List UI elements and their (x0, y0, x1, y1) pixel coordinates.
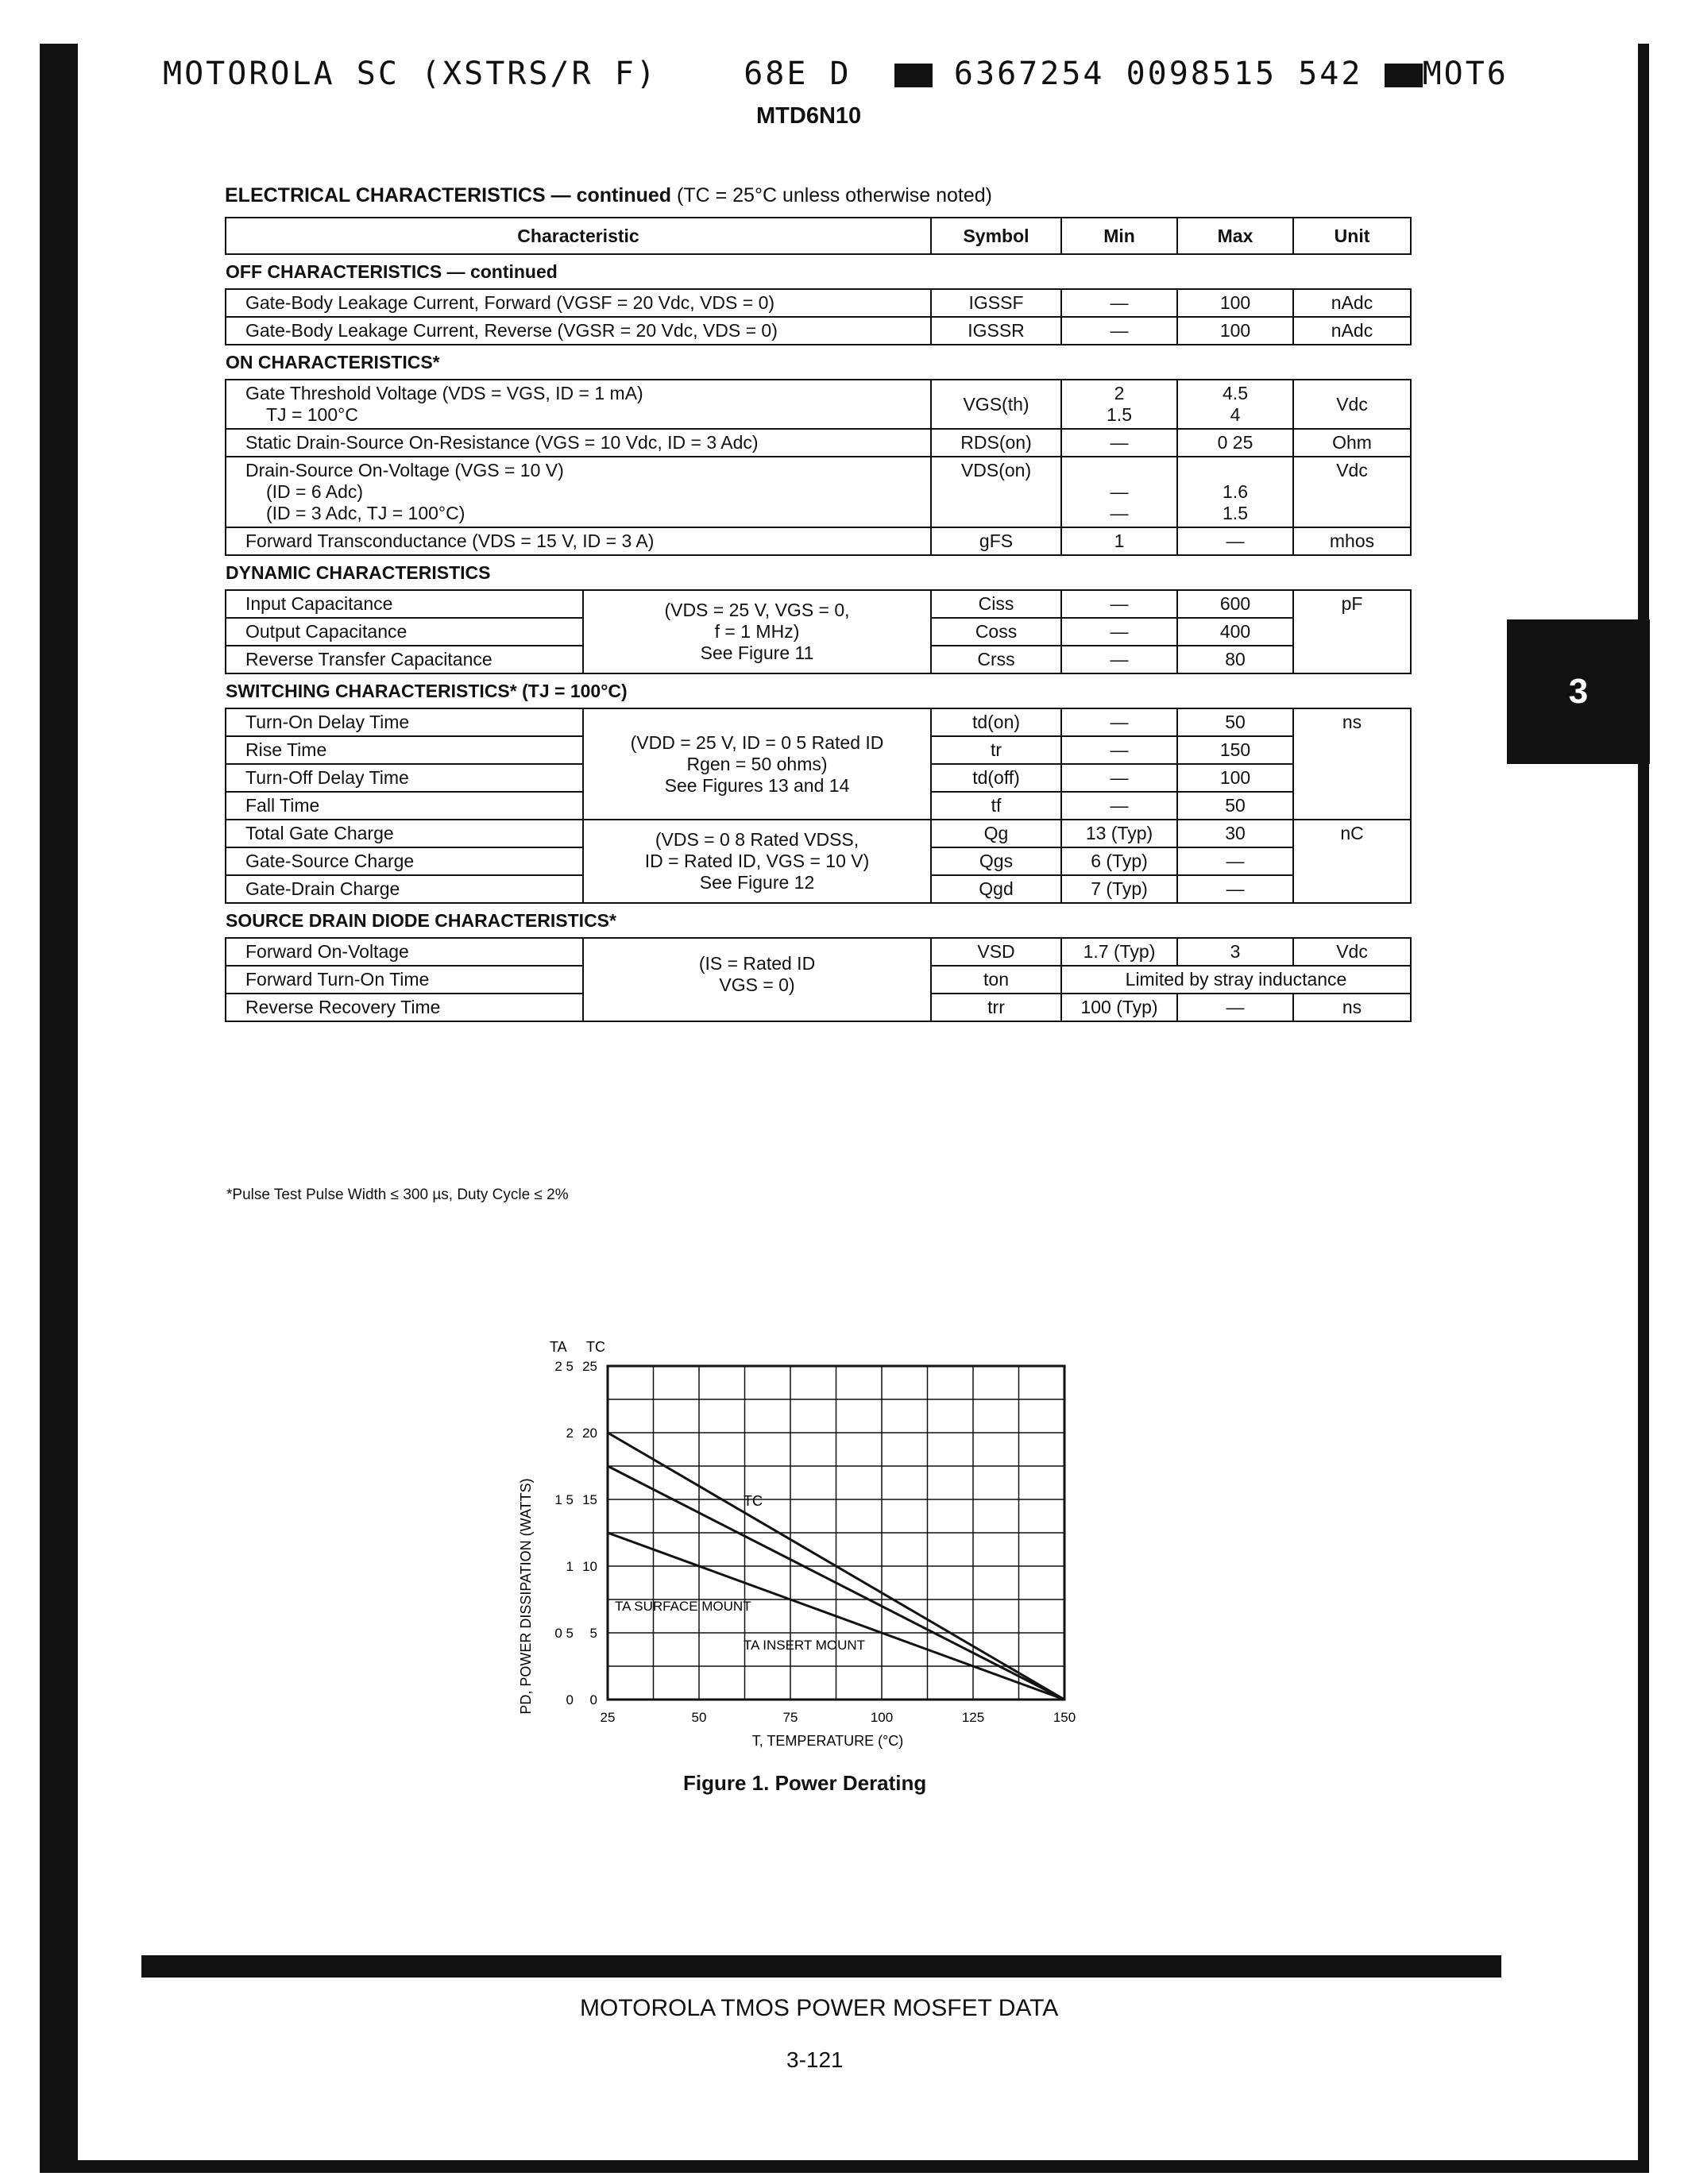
ec-title-bold: ELECTRICAL CHARACTERISTICS — continued (225, 184, 672, 206)
table-row (226, 317, 1411, 345)
footer-rule (141, 1955, 1501, 1978)
row-max: 100 (1177, 289, 1293, 317)
table-row (226, 289, 1411, 317)
row-min (1061, 380, 1177, 429)
figure-caption: Figure 1. Power Derating (683, 1771, 927, 1795)
col-max: Max (1177, 218, 1293, 254)
row-symbol: Qg (931, 820, 1061, 847)
row-name: Input Capacitance (226, 590, 583, 618)
row-max: 150 (1177, 736, 1293, 764)
row-name: Forward Turn-On Time (226, 966, 583, 994)
row-unit: nC (1293, 820, 1411, 903)
col-symbol: Symbol (931, 218, 1061, 254)
diode-conditions (583, 938, 931, 1021)
ta-tick-label: 2 5 (554, 1359, 574, 1374)
row-max: 3 (1177, 938, 1293, 966)
row-min: — (1061, 646, 1177, 673)
row-unit: ns (1293, 994, 1411, 1021)
table-row (226, 708, 1411, 736)
block-mark (894, 64, 933, 87)
chart-xlabel: T, TEMPERATURE (°C) (751, 1733, 904, 1749)
condition-line: VGS = 0) (719, 974, 795, 995)
switching-conditions (583, 708, 931, 820)
row-max: 50 (1177, 792, 1293, 820)
curve-label-surface: TA SURFACE MOUNT (615, 1599, 751, 1614)
row-unit: mhos (1293, 527, 1411, 555)
row-max: 50 (1177, 708, 1293, 736)
min-value: — (1110, 481, 1129, 502)
chart-grid (608, 1366, 1064, 1700)
row-symbol: td(off) (931, 764, 1061, 792)
page-number: 3-121 (786, 2047, 844, 2072)
tc-tick-label: 15 (582, 1492, 597, 1507)
tc-tick-label: 20 (582, 1426, 597, 1441)
row-max (1177, 457, 1293, 527)
row-max: 100 (1177, 764, 1293, 792)
row-min: — (1061, 764, 1177, 792)
section-off: OFF CHARACTERISTICS — continued (226, 260, 558, 282)
condition-line: (VDS = 0 8 Rated VDSS, (655, 829, 859, 850)
row-max: 80 (1177, 646, 1293, 673)
tc-tick-label: 10 (582, 1559, 597, 1574)
x-tick-label: 150 (1053, 1710, 1076, 1725)
max-value: 1.6 (1223, 481, 1248, 502)
x-tick-label: 100 (870, 1710, 894, 1725)
table-header-row (226, 218, 1411, 254)
section-tab: 3 (1507, 619, 1650, 764)
row-name: Gate-Body Leakage Current, Forward (VGSF = 20 Vdc, VDS = 0) (226, 289, 931, 317)
row-min: — (1061, 590, 1177, 618)
row-min: 1.7 (Typ) (1061, 938, 1177, 966)
block-mark (1385, 64, 1423, 87)
charge-conditions (583, 820, 931, 903)
section-row (226, 673, 1411, 708)
characteristics-table (225, 217, 1412, 1022)
condition-line: (VDS = 25 V, VGS = 0, (664, 600, 850, 620)
section-row (226, 254, 1411, 289)
row-min: — (1061, 429, 1177, 457)
x-tick-label: 75 (782, 1710, 798, 1725)
row-min: 1 (1061, 527, 1177, 555)
table-row (226, 457, 1411, 527)
tc-tick-label: 0 (589, 1692, 597, 1707)
row-max: 600 (1177, 590, 1293, 618)
row-max: 30 (1177, 820, 1293, 847)
part-number: MTD6N10 (756, 103, 862, 129)
row-unit: nAdc (1293, 317, 1411, 345)
header-code2: 6367254 0098515 542 (953, 56, 1363, 92)
row-symbol: trr (931, 994, 1061, 1021)
ta-tick-label: 1 5 (554, 1492, 574, 1507)
row-name-sub: (ID = 3 Adc, TJ = 100°C) (266, 503, 465, 523)
min-value: 2 (1114, 383, 1125, 403)
row-max: 400 (1177, 618, 1293, 646)
max-value: 1.5 (1223, 503, 1248, 523)
x-tick-label: 50 (691, 1710, 707, 1725)
row-name: Gate-Drain Charge (226, 875, 583, 903)
ta-tick-label: 2 (566, 1426, 574, 1441)
row-symbol: Coss (931, 618, 1061, 646)
row-name: Forward Transconductance (VDS = 15 V, ID = 3 A) (226, 527, 931, 555)
row-symbol: Ciss (931, 590, 1061, 618)
row-name: Rise Time (226, 736, 583, 764)
row-symbol: Qgs (931, 847, 1061, 875)
row-symbol: gFS (931, 527, 1061, 555)
row-name: Gate-Body Leakage Current, Reverse (VGSR = 20 Vdc, VDS = 0) (226, 317, 931, 345)
row-name: Fall Time (226, 792, 583, 820)
row-name: Reverse Transfer Capacitance (226, 646, 583, 673)
min-value: 1.5 (1107, 404, 1132, 425)
row-name-sub: (ID = 6 Adc) (266, 481, 364, 502)
row-max: — (1177, 994, 1293, 1021)
row-min (1061, 457, 1177, 527)
row-min: — (1061, 792, 1177, 820)
ec-title-note: (TC = 25°C unless otherwise noted) (677, 184, 992, 206)
bottom-border (40, 2160, 1649, 2173)
table-row (226, 429, 1411, 457)
row-min: 100 (Typ) (1061, 994, 1177, 1021)
row-min: 6 (Typ) (1061, 847, 1177, 875)
condition-line: ID = Rated ID, VGS = 10 V) (644, 851, 870, 871)
row-name-sub: TJ = 100°C (266, 404, 358, 425)
row-name: Output Capacitance (226, 618, 583, 646)
row-min: 13 (Typ) (1061, 820, 1177, 847)
row-min: — (1061, 618, 1177, 646)
row-unit: nAdc (1293, 289, 1411, 317)
row-min: 7 (Typ) (1061, 875, 1177, 903)
max-value: 4 (1230, 404, 1241, 425)
condition-line: f = 1 MHz) (714, 621, 800, 642)
condition-line: (IS = Rated ID (698, 953, 816, 974)
x-tick-label: 125 (961, 1710, 985, 1725)
condition-line: (VDD = 25 V, ID = 0 5 Rated ID (630, 731, 884, 753)
row-unit: Vdc (1293, 457, 1411, 527)
section-on: ON CHARACTERISTICS* (226, 351, 440, 372)
table-row (226, 590, 1411, 618)
left-border (40, 44, 78, 2172)
tc-tick-label: 25 (582, 1359, 597, 1374)
header-left: MOTOROLA SC (XSTRS/R F) (163, 56, 658, 92)
row-max: — (1177, 847, 1293, 875)
right-border (1638, 44, 1649, 2172)
table-row (226, 820, 1411, 847)
condition-line: Rgen = 50 ohms) (686, 753, 828, 774)
row-symbol: RDS(on) (931, 429, 1061, 457)
row-symbol: IGSSR (931, 317, 1061, 345)
header-code3: MOT6 (1422, 56, 1508, 92)
col-characteristic: Characteristic (226, 218, 931, 254)
row-max: 0 25 (1177, 429, 1293, 457)
section-switching: SWITCHING CHARACTERISTICS* (TJ = 100°C) (226, 680, 628, 701)
section-diode: SOURCE DRAIN DIODE CHARACTERISTICS* (226, 909, 616, 931)
condition-line: See Figures 13 and 14 (664, 774, 850, 796)
row-symbol: ton (931, 966, 1061, 994)
row-max (1177, 380, 1293, 429)
row-min: — (1061, 736, 1177, 764)
header-code1: 68E D (744, 56, 852, 92)
row-unit: ns (1293, 708, 1411, 820)
axis-title-ta: TA (550, 1339, 567, 1355)
ta-tick-label: 0 5 (554, 1626, 574, 1641)
row-name-main: Drain-Source On-Voltage (VGS = 10 V) (245, 460, 564, 480)
section-row (226, 345, 1411, 380)
row-name-main: Gate Threshold Voltage (VDS = VGS, ID = 1 mA) (245, 383, 643, 403)
row-symbol: tr (931, 736, 1061, 764)
row-symbol: VGS(th) (931, 380, 1061, 429)
row-name: Static Drain-Source On-Resistance (VGS = 10 Vdc, ID = 3 Adc) (226, 429, 931, 457)
row-span-value: Limited by stray inductance (1061, 966, 1411, 994)
max-value: 4.5 (1223, 383, 1248, 403)
ta-tick-label: 0 (566, 1692, 574, 1707)
row-name: Turn-On Delay Time (226, 708, 583, 736)
condition-line: See Figure 12 (699, 872, 815, 893)
row-unit: Vdc (1293, 938, 1411, 966)
row-name: Turn-Off Delay Time (226, 764, 583, 792)
section-row (226, 555, 1411, 590)
axis-title-tc: TC (586, 1339, 605, 1355)
curve-label-insert: TA INSERT MOUNT (744, 1638, 866, 1653)
footer-title: MOTOROLA TMOS POWER MOSFET DATA (580, 1995, 1059, 2021)
col-min: Min (1061, 218, 1177, 254)
x-tick-label: 25 (600, 1710, 616, 1725)
row-max: — (1177, 875, 1293, 903)
row-unit: pF (1293, 590, 1411, 673)
row-min: — (1061, 289, 1177, 317)
pulse-note: *Pulse Test Pulse Width ≤ 300 µs, Duty Cycle ≤ 2% (226, 1187, 569, 1203)
scan-header (163, 56, 1508, 92)
ta-tick-label: 1 (566, 1559, 574, 1574)
row-name: Forward On-Voltage (226, 938, 583, 966)
power-derating-chart (508, 1334, 1112, 1779)
row-name: Reverse Recovery Time (226, 994, 583, 1021)
row-symbol: VDS(on) (931, 457, 1061, 527)
col-unit: Unit (1293, 218, 1411, 254)
curve-label-tc: TC (744, 1493, 763, 1509)
row-unit: Ohm (1293, 429, 1411, 457)
row-min: — (1061, 708, 1177, 736)
table-row (226, 938, 1411, 966)
row-max: 100 (1177, 317, 1293, 345)
row-symbol: VSD (931, 938, 1061, 966)
row-name (226, 380, 931, 429)
row-name: Gate-Source Charge (226, 847, 583, 875)
row-max: — (1177, 527, 1293, 555)
ec-title (225, 184, 992, 207)
condition-line: See Figure 11 (700, 642, 814, 663)
section-row (226, 903, 1411, 938)
row-symbol: td(on) (931, 708, 1061, 736)
row-min: — (1061, 317, 1177, 345)
row-name (226, 457, 931, 527)
row-symbol: IGSSF (931, 289, 1061, 317)
table-row (226, 380, 1411, 429)
section-dynamic: DYNAMIC CHARACTERISTICS (226, 561, 491, 583)
table-row (226, 527, 1411, 555)
min-value: — (1110, 503, 1129, 523)
tc-tick-label: 5 (589, 1626, 597, 1641)
row-name: Total Gate Charge (226, 820, 583, 847)
dynamic-conditions (583, 590, 931, 673)
row-symbol: tf (931, 792, 1061, 820)
row-symbol: Crss (931, 646, 1061, 673)
row-symbol: Qgd (931, 875, 1061, 903)
row-unit: Vdc (1293, 380, 1411, 429)
chart-ylabel: PD, POWER DISSIPATION (WATTS) (518, 1478, 534, 1715)
